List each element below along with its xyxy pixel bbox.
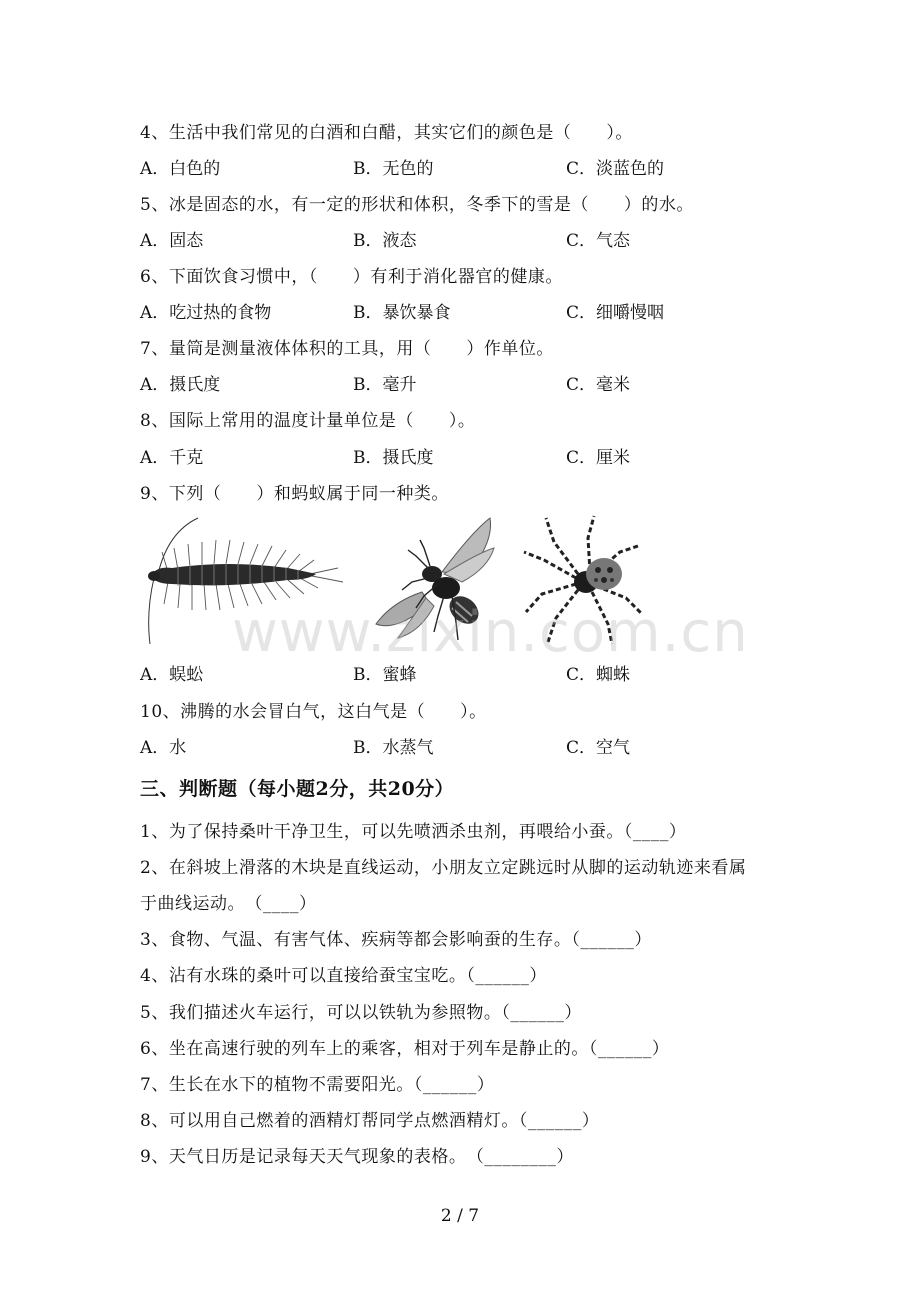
question-6: 6、下面饮食习惯中，（ ）有利于消化器官的健康。 bbox=[140, 267, 563, 287]
q5-option-c: C．气态 bbox=[566, 231, 631, 251]
q5-option-b: B．液态 bbox=[353, 231, 417, 251]
page-number: 2 / 7 bbox=[440, 1206, 480, 1226]
q4-option-a: A．白色的 bbox=[140, 159, 221, 179]
q8-option-a: A．千克 bbox=[140, 448, 204, 468]
q10-option-a: A．水 bbox=[140, 738, 187, 758]
q8-option-c: C．厘米 bbox=[566, 448, 631, 468]
q4-option-b: B．无色的 bbox=[353, 159, 434, 179]
question-4: 4、生活中我们常见的白酒和白醋，其实它们的颜色是（ ）。 bbox=[140, 123, 633, 143]
q6-option-a: A．吃过热的食物 bbox=[140, 303, 272, 323]
question-9: 9、下列（ ）和蚂蚁属于同一种类。 bbox=[140, 484, 449, 504]
question-5: 5、冰是固态的水，有一定的形状和体积，冬季下的雪是（ ）的水。 bbox=[140, 195, 694, 215]
section-3-heading: 三、判断题（每小题2分，共20分） bbox=[140, 778, 455, 800]
q6-option-b: B．暴饮暴食 bbox=[353, 303, 451, 323]
q7-option-c: C．毫米 bbox=[566, 375, 631, 395]
judge-question-8: 8、可以用自己燃着的酒精灯帮同学点燃酒精灯。（______） bbox=[140, 1111, 600, 1131]
watermark: www.zixin.com.cn bbox=[232, 600, 749, 665]
q7-option-a: A．摄氏度 bbox=[140, 375, 221, 395]
judge-question-6: 6、坐在高速行驶的列车上的乘客，相对于列车是静止的。（______） bbox=[140, 1039, 670, 1059]
q5-option-a: A．固态 bbox=[140, 231, 204, 251]
judge-question-2-cont: 于曲线运动。 （____） bbox=[140, 894, 317, 914]
judge-question-3: 3、食物、气温、有害气体、疾病等都会影响蚕的生存。（______） bbox=[140, 930, 652, 950]
q6-option-c: C．细嚼慢咽 bbox=[566, 303, 665, 323]
q8-option-b: B．摄氏度 bbox=[353, 448, 434, 468]
question-7: 7、量筒是测量液体体积的工具，用（ ）作单位。 bbox=[140, 339, 554, 359]
q10-option-b: B．水蒸气 bbox=[353, 738, 434, 758]
q4-option-c: C．淡蓝色的 bbox=[566, 159, 665, 179]
q10-option-c: C．空气 bbox=[566, 738, 631, 758]
judge-question-2: 2、在斜坡上滑落的木块是直线运动，小朋友立定跳远时从脚的运动轨迹来看属 bbox=[140, 858, 747, 878]
q9-option-c: C．蜘蛛 bbox=[566, 665, 631, 685]
q9-option-b: B．蜜蜂 bbox=[353, 665, 417, 685]
q9-option-a: A．蜈蚣 bbox=[140, 665, 204, 685]
judge-question-7: 7、生长在水下的植物不需要阳光。（______） bbox=[140, 1075, 495, 1095]
question-10: 10、沸腾的水会冒白气，这白气是（ ）。 bbox=[140, 702, 487, 722]
question-8: 8、国际上常用的温度计量单位是（ ）。 bbox=[140, 411, 476, 431]
judge-question-1: 1、为了保持桑叶干净卫生，可以先喷洒杀虫剂，再喂给小蚕。（____） bbox=[140, 822, 687, 842]
judge-question-4: 4、沾有水珠的桑叶可以直接给蚕宝宝吃。（______） bbox=[140, 966, 547, 986]
judge-question-9: 9、天气日历是记录每天天气现象的表格。 （________） bbox=[140, 1147, 574, 1167]
q7-option-b: B．毫升 bbox=[353, 375, 417, 395]
judge-question-5: 5、我们描述火车运行，可以以铁轨为参照物。（______） bbox=[140, 1003, 582, 1023]
